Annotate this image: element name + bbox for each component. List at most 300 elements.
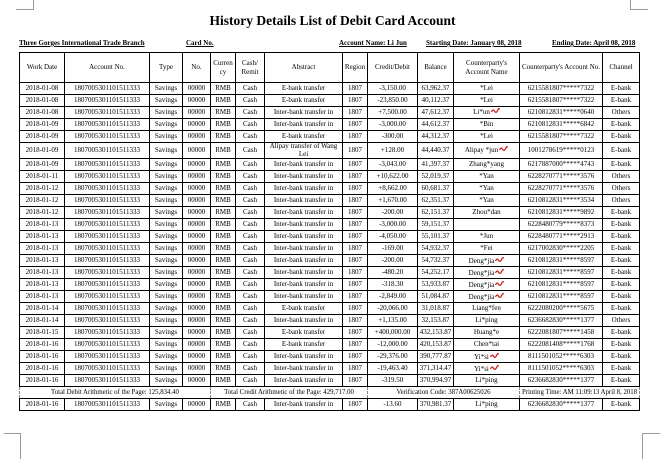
cell-currency: RMB bbox=[211, 119, 236, 131]
counterparty-name-text: *Yan bbox=[479, 196, 494, 205]
cell-account-no: 1807005301101511333 bbox=[65, 327, 150, 339]
column-header-counterparty-account: Counterparty's Account No. bbox=[520, 53, 603, 83]
cell-channel: E-bank bbox=[603, 375, 640, 387]
cell-account-no: 1807005301101511333 bbox=[65, 315, 150, 327]
cell-currency: RMB bbox=[211, 291, 236, 303]
cell-region: 1807 bbox=[343, 291, 368, 303]
cell-account-no: 1807005301101511333 bbox=[65, 143, 150, 159]
cell-credit-debit: -200.00 bbox=[368, 207, 418, 219]
cell-type: Savings bbox=[150, 207, 183, 219]
cell-abstract: E-bank transfer bbox=[265, 327, 343, 339]
transaction-row bbox=[20, 195, 640, 207]
cell-credit-debit: -3,150.00 bbox=[368, 83, 418, 95]
cell-type: Savings bbox=[150, 399, 183, 411]
cell-channel: E-bank bbox=[603, 159, 640, 171]
transaction-row bbox=[20, 95, 640, 107]
statement-info-line bbox=[0, 39, 665, 50]
cell-counterparty-account: 6210812831*****3534 bbox=[520, 195, 603, 207]
cell-balance: 40,112.37 bbox=[418, 95, 454, 107]
cell-counterparty-name bbox=[454, 399, 520, 411]
transaction-row bbox=[20, 375, 640, 387]
counterparty-name-text: Zhang*yang bbox=[469, 160, 504, 169]
cell-counterparty-name bbox=[454, 183, 520, 195]
cell-work-date: 2018-01-14 bbox=[20, 303, 65, 315]
cell-abstract: Inter-bank transfer in bbox=[265, 219, 343, 231]
counterparty-name-text: Deng*jia bbox=[468, 292, 495, 301]
transaction-row bbox=[20, 267, 640, 279]
printing-time: Printing Time: AM 11:09:13 April 8, 2018 bbox=[520, 387, 640, 399]
total-debit: Total Debit Arithmetic of the Page: 125,834.40 bbox=[20, 387, 211, 399]
cell-counterparty-name bbox=[454, 351, 520, 363]
cell-type: Savings bbox=[150, 375, 183, 387]
cell-credit-debit: -13.60 bbox=[368, 399, 418, 411]
cell-counterparty-name bbox=[454, 207, 520, 219]
cell-channel: Others bbox=[603, 195, 640, 207]
cell-work-date: 2018-01-16 bbox=[20, 339, 65, 351]
cell-balance: 55,101.37 bbox=[418, 231, 454, 243]
cell-counterparty-name bbox=[454, 243, 520, 255]
cell-work-date: 2018-01-13 bbox=[20, 267, 65, 279]
counterparty-name-text: *Lei bbox=[480, 131, 493, 140]
column-header-credit-debit: Credit/Debit bbox=[368, 53, 418, 83]
counterparty-name-text: Alipay *jun bbox=[464, 146, 499, 155]
column-header-region: Region bbox=[343, 53, 368, 83]
header-row bbox=[20, 53, 640, 83]
cell-currency: RMB bbox=[211, 351, 236, 363]
cell-no: 00000 bbox=[183, 95, 211, 107]
cell-cash-remit: Cash bbox=[236, 195, 265, 207]
cell-cash-remit: Cash bbox=[236, 255, 265, 267]
cell-cash-remit: Cash bbox=[236, 219, 265, 231]
cell-abstract: Inter-bank transfer in bbox=[265, 107, 343, 119]
cell-work-date: 2018-01-12 bbox=[20, 207, 65, 219]
cell-region: 1807 bbox=[343, 339, 368, 351]
cell-currency: RMB bbox=[211, 171, 236, 183]
cell-counterparty-account: 6210812831*****8597 bbox=[520, 291, 603, 303]
cell-credit-debit: +128.00 bbox=[368, 143, 418, 159]
cell-balance: 32,153.87 bbox=[418, 315, 454, 327]
cell-counterparty-account: 6222080200*****5675 bbox=[520, 303, 603, 315]
cell-counterparty-account: 6210812831*****8597 bbox=[520, 255, 603, 267]
cell-region: 1807 bbox=[343, 183, 368, 195]
transaction-row bbox=[20, 107, 640, 119]
cell-channel: E-bank bbox=[603, 231, 640, 243]
cell-region: 1807 bbox=[343, 171, 368, 183]
cell-type: Savings bbox=[150, 291, 183, 303]
transaction-row bbox=[20, 159, 640, 171]
crop-mark-top-right-v bbox=[630, 0, 631, 10]
cell-cash-remit: Cash bbox=[236, 279, 265, 291]
cell-currency: RMB bbox=[211, 327, 236, 339]
column-header-account-no: Account No. bbox=[65, 53, 150, 83]
cell-balance: 390,777.87 bbox=[418, 351, 454, 363]
cell-currency: RMB bbox=[211, 279, 236, 291]
cell-counterparty-name bbox=[454, 131, 520, 143]
cell-work-date: 2018-01-15 bbox=[20, 327, 65, 339]
cell-counterparty-account: 6210812831*****6842 bbox=[520, 119, 603, 131]
cell-counterparty-account: 6210812831*****8597 bbox=[520, 267, 603, 279]
cell-abstract: E-bank transfer bbox=[265, 83, 343, 95]
cell-abstract: Inter-bank transfer in bbox=[265, 363, 343, 375]
column-header-abstract: Abstract bbox=[265, 53, 343, 83]
cell-no: 00000 bbox=[183, 207, 211, 219]
transaction-row bbox=[20, 243, 640, 255]
cell-work-date: 2018-01-08 bbox=[20, 83, 65, 95]
cell-counterparty-name bbox=[454, 363, 520, 375]
counterparty-name-text: Li*ping bbox=[475, 400, 498, 409]
cell-account-no: 1807005301101511333 bbox=[65, 267, 150, 279]
cell-work-date: 2018-01-08 bbox=[20, 107, 65, 119]
column-header-type: Type bbox=[150, 53, 183, 83]
counterparty-name-text: Chen*tai bbox=[473, 340, 500, 349]
red-pen-mark-icon bbox=[495, 269, 504, 278]
cell-balance: 54,252.17 bbox=[418, 267, 454, 279]
verification-code: Verification Code: 387A00625026 bbox=[368, 387, 520, 399]
cell-region: 1807 bbox=[343, 375, 368, 387]
cell-abstract: Inter-bank transfer in bbox=[265, 159, 343, 171]
cell-no: 00000 bbox=[183, 131, 211, 143]
cell-credit-debit: +1,670.00 bbox=[368, 195, 418, 207]
cell-counterparty-name bbox=[454, 327, 520, 339]
cell-abstract: Inter-bank transfer in bbox=[265, 279, 343, 291]
cell-account-no: 1807005301101511333 bbox=[65, 363, 150, 375]
cell-currency: RMB bbox=[211, 231, 236, 243]
cell-channel: E-bank bbox=[603, 399, 640, 411]
cell-counterparty-name bbox=[454, 267, 520, 279]
cell-type: Savings bbox=[150, 267, 183, 279]
cell-balance: 41,397.37 bbox=[418, 159, 454, 171]
cell-channel: Others bbox=[603, 315, 640, 327]
column-header-counterparty-name: Counterparty's Account Name bbox=[454, 53, 520, 83]
crop-mark-bottom-right-v bbox=[642, 433, 643, 459]
cell-counterparty-account: 6222081807*****1458 bbox=[520, 327, 603, 339]
cell-channel: E-bank bbox=[603, 279, 640, 291]
counterparty-name-text: Deng*jia bbox=[468, 268, 495, 277]
cell-currency: RMB bbox=[211, 95, 236, 107]
cell-abstract: Inter-bank transfer in bbox=[265, 207, 343, 219]
cell-credit-debit: +10,622.00 bbox=[368, 171, 418, 183]
cell-balance: 54,732.37 bbox=[418, 255, 454, 267]
cell-counterparty-account: 6215581807*****7322 bbox=[520, 131, 603, 143]
cell-counterparty-name bbox=[454, 291, 520, 303]
cell-balance: 47,612.37 bbox=[418, 107, 454, 119]
cell-channel: E-bank bbox=[603, 219, 640, 231]
cell-type: Savings bbox=[150, 243, 183, 255]
transaction-row bbox=[20, 183, 640, 195]
cell-type: Savings bbox=[150, 231, 183, 243]
cell-cash-remit: Cash bbox=[236, 363, 265, 375]
cell-counterparty-account: 8111501052*****6303 bbox=[520, 363, 603, 375]
cell-credit-debit: -480.20 bbox=[368, 267, 418, 279]
cell-type: Savings bbox=[150, 363, 183, 375]
cell-counterparty-account: 6228480771*****2913 bbox=[520, 231, 603, 243]
cell-cash-remit: Cash bbox=[236, 303, 265, 315]
cell-account-no: 1807005301101511333 bbox=[65, 279, 150, 291]
cell-no: 00000 bbox=[183, 351, 211, 363]
counterparty-name-text: *Bin bbox=[479, 119, 494, 128]
cell-currency: RMB bbox=[211, 339, 236, 351]
cell-cash-remit: Cash bbox=[236, 107, 265, 119]
cell-work-date: 2018-01-12 bbox=[20, 195, 65, 207]
cell-channel: E-bank bbox=[603, 131, 640, 143]
transaction-row bbox=[20, 399, 640, 411]
cell-credit-debit: -23,850.00 bbox=[368, 95, 418, 107]
cell-account-no: 1807005301101511333 bbox=[65, 83, 150, 95]
cell-region: 1807 bbox=[343, 159, 368, 171]
cell-account-no: 1807005301101511333 bbox=[65, 351, 150, 363]
cell-counterparty-name bbox=[454, 143, 520, 159]
cell-work-date: 2018-01-09 bbox=[20, 159, 65, 171]
cell-counterparty-account: 8111501052*****6303 bbox=[520, 351, 603, 363]
counterparty-name-text: Li*un bbox=[473, 108, 490, 117]
cell-type: Savings bbox=[150, 303, 183, 315]
transaction-row bbox=[20, 231, 640, 243]
cell-work-date: 2018-01-09 bbox=[20, 131, 65, 143]
cell-balance: 44,312.37 bbox=[418, 131, 454, 143]
cell-channel: E-bank bbox=[603, 143, 640, 159]
cell-counterparty-account: 6228270771*****3576 bbox=[520, 183, 603, 195]
cell-counterparty-name bbox=[454, 195, 520, 207]
cell-type: Savings bbox=[150, 327, 183, 339]
cell-no: 00000 bbox=[183, 363, 211, 375]
cell-account-no: 1807005301101511333 bbox=[65, 339, 150, 351]
cell-credit-debit: -200.00 bbox=[368, 255, 418, 267]
cell-counterparty-account: 6228480779*****8373 bbox=[520, 219, 603, 231]
cell-region: 1807 bbox=[343, 351, 368, 363]
cell-region: 1807 bbox=[343, 327, 368, 339]
cell-counterparty-name bbox=[454, 279, 520, 291]
transaction-row bbox=[20, 83, 640, 95]
cell-channel: Others bbox=[603, 183, 640, 195]
cell-currency: RMB bbox=[211, 315, 236, 327]
transaction-row bbox=[20, 131, 640, 143]
cell-account-no: 1807005301101511333 bbox=[65, 131, 150, 143]
cell-cash-remit: Cash bbox=[236, 231, 265, 243]
total-credit: Total Credit Arithmetic of the Page: 429,717.00 bbox=[211, 387, 368, 399]
cell-channel: E-bank bbox=[603, 207, 640, 219]
cell-work-date: 2018-01-13 bbox=[20, 255, 65, 267]
cell-type: Savings bbox=[150, 219, 183, 231]
cell-counterparty-name bbox=[454, 231, 520, 243]
cell-account-no: 1807005301101511333 bbox=[65, 119, 150, 131]
cell-abstract: Inter-bank transfer in bbox=[265, 231, 343, 243]
cell-abstract: E-bank transfer bbox=[265, 131, 343, 143]
cell-balance: 44,440.37 bbox=[418, 143, 454, 159]
cell-credit-debit: +8,662.00 bbox=[368, 183, 418, 195]
cell-region: 1807 bbox=[343, 255, 368, 267]
cell-abstract: Inter-bank transfer in bbox=[265, 291, 343, 303]
cell-abstract: Inter-bank transfer in bbox=[265, 255, 343, 267]
cell-region: 1807 bbox=[343, 195, 368, 207]
cell-abstract: Inter-bank transfer in bbox=[265, 171, 343, 183]
cell-type: Savings bbox=[150, 159, 183, 171]
cell-cash-remit: Cash bbox=[236, 119, 265, 131]
transaction-row bbox=[20, 171, 640, 183]
cell-type: Savings bbox=[150, 195, 183, 207]
counterparty-name-text: Yi*si bbox=[474, 364, 489, 373]
branch-name: Three Gorges International Trade Branch bbox=[19, 39, 145, 47]
cell-counterparty-account: 6210812831*****8597 bbox=[520, 279, 603, 291]
cell-type: Savings bbox=[150, 339, 183, 351]
cell-currency: RMB bbox=[211, 219, 236, 231]
transaction-row bbox=[20, 339, 640, 351]
cell-counterparty-name bbox=[454, 107, 520, 119]
cell-no: 00000 bbox=[183, 107, 211, 119]
cell-no: 00000 bbox=[183, 183, 211, 195]
cell-account-no: 1807005301101511333 bbox=[65, 399, 150, 411]
cell-balance: 60,681.37 bbox=[418, 183, 454, 195]
cell-balance: 370,994.97 bbox=[418, 375, 454, 387]
cell-currency: RMB bbox=[211, 107, 236, 119]
cell-abstract: E-bank transfer bbox=[265, 303, 343, 315]
cell-cash-remit: Cash bbox=[236, 399, 265, 411]
cell-channel: E-bank bbox=[603, 243, 640, 255]
cell-work-date: 2018-01-13 bbox=[20, 231, 65, 243]
cell-region: 1807 bbox=[343, 119, 368, 131]
counterparty-name-text: *Jun bbox=[479, 232, 494, 241]
cell-no: 00000 bbox=[183, 291, 211, 303]
cell-abstract: Inter-bank transfer in bbox=[265, 315, 343, 327]
cell-balance: 62,151.37 bbox=[418, 207, 454, 219]
cell-credit-debit: -3,000.00 bbox=[368, 119, 418, 131]
cell-region: 1807 bbox=[343, 83, 368, 95]
cell-region: 1807 bbox=[343, 143, 368, 159]
cell-no: 00000 bbox=[183, 231, 211, 243]
cell-region: 1807 bbox=[343, 95, 368, 107]
crop-mark-top-right-h bbox=[630, 9, 648, 10]
cell-credit-debit: -300.00 bbox=[368, 131, 418, 143]
cell-account-no: 1807005301101511333 bbox=[65, 159, 150, 171]
cell-cash-remit: Cash bbox=[236, 243, 265, 255]
counterparty-name-text: Li*ping bbox=[475, 376, 498, 385]
cell-currency: RMB bbox=[211, 255, 236, 267]
cell-balance: 51,084.87 bbox=[418, 291, 454, 303]
cell-counterparty-account: 6222081408*****1768 bbox=[520, 339, 603, 351]
cell-abstract: E-bank transfer bbox=[265, 339, 343, 351]
cell-cash-remit: Cash bbox=[236, 143, 265, 159]
cell-account-no: 1807005301101511333 bbox=[65, 95, 150, 107]
cell-account-no: 1807005301101511333 bbox=[65, 183, 150, 195]
cell-credit-debit: -19,463.40 bbox=[368, 363, 418, 375]
cell-currency: RMB bbox=[211, 159, 236, 171]
crop-mark-bottom-left-h bbox=[4, 433, 21, 434]
cell-abstract: Inter-bank transfer in bbox=[265, 399, 343, 411]
cell-cash-remit: Cash bbox=[236, 339, 265, 351]
cell-cash-remit: Cash bbox=[236, 171, 265, 183]
cell-cash-remit: Cash bbox=[236, 351, 265, 363]
cell-work-date: 2018-01-13 bbox=[20, 243, 65, 255]
cell-type: Savings bbox=[150, 119, 183, 131]
cell-counterparty-account: 6217887000*****4743 bbox=[520, 159, 603, 171]
cell-account-no: 1807005301101511333 bbox=[65, 231, 150, 243]
cell-type: Savings bbox=[150, 171, 183, 183]
cell-abstract: Inter-bank transfer in bbox=[265, 119, 343, 131]
column-header-balance: Balance bbox=[418, 53, 454, 83]
cell-work-date: 2018-01-14 bbox=[20, 315, 65, 327]
cell-region: 1807 bbox=[343, 207, 368, 219]
starting-date: Starting Date: January 08, 2018 bbox=[426, 39, 522, 47]
cell-channel: E-bank bbox=[603, 303, 640, 315]
card-no-label: Card No. bbox=[186, 39, 214, 47]
cell-cash-remit: Cash bbox=[236, 95, 265, 107]
cell-counterparty-name bbox=[454, 159, 520, 171]
cell-balance: 371,314.47 bbox=[418, 363, 454, 375]
counterparty-name-text: *Yan bbox=[479, 184, 494, 193]
cell-balance: 420,153.87 bbox=[418, 339, 454, 351]
ending-date: Ending Date: April 08, 2018 bbox=[552, 39, 636, 47]
cell-no: 00000 bbox=[183, 243, 211, 255]
red-pen-mark-icon bbox=[490, 365, 499, 374]
cell-counterparty-name bbox=[454, 375, 520, 387]
column-header-no: No. bbox=[183, 53, 211, 83]
crop-mark-bottom-left-v bbox=[20, 433, 21, 459]
cell-account-no: 1807005301101511333 bbox=[65, 303, 150, 315]
cell-region: 1807 bbox=[343, 363, 368, 375]
cell-channel: E-bank bbox=[603, 255, 640, 267]
cell-abstract: Inter-bank transfer in bbox=[265, 351, 343, 363]
cell-cash-remit: Cash bbox=[236, 131, 265, 143]
crop-mark-top-left-h bbox=[16, 9, 34, 10]
cell-work-date: 2018-01-16 bbox=[20, 375, 65, 387]
transaction-row bbox=[20, 327, 640, 339]
cell-cash-remit: Cash bbox=[236, 159, 265, 171]
cell-type: Savings bbox=[150, 255, 183, 267]
cell-no: 00000 bbox=[183, 119, 211, 131]
cell-counterparty-account: 6210812831*****9892 bbox=[520, 207, 603, 219]
cell-counterparty-account: 1001278619*****0123 bbox=[520, 143, 603, 159]
cell-counterparty-account: 6215581807*****7322 bbox=[520, 95, 603, 107]
cell-no: 00000 bbox=[183, 195, 211, 207]
cell-counterparty-account: 6215581807*****7322 bbox=[520, 83, 603, 95]
counterparty-name-text: Li*ping bbox=[475, 316, 498, 325]
cell-cash-remit: Cash bbox=[236, 83, 265, 95]
counterparty-name-text: *Fei bbox=[480, 244, 493, 253]
cell-balance: 54,932.37 bbox=[418, 243, 454, 255]
cell-counterparty-name bbox=[454, 315, 520, 327]
cell-channel: E-bank bbox=[603, 351, 640, 363]
cell-abstract: Alipay transfer of Wang Lei bbox=[265, 143, 343, 159]
cell-balance: 53,933.87 bbox=[418, 279, 454, 291]
counterparty-name-text: Deng*jia bbox=[468, 280, 495, 289]
table-body bbox=[20, 83, 640, 411]
cell-channel: E-bank bbox=[603, 267, 640, 279]
cell-currency: RMB bbox=[211, 183, 236, 195]
cell-type: Savings bbox=[150, 279, 183, 291]
cell-region: 1807 bbox=[343, 219, 368, 231]
cell-account-no: 1807005301101511333 bbox=[65, 291, 150, 303]
red-pen-mark-icon bbox=[495, 257, 504, 266]
cell-region: 1807 bbox=[343, 267, 368, 279]
cell-no: 00000 bbox=[183, 303, 211, 315]
cell-credit-debit: -3,043.00 bbox=[368, 159, 418, 171]
cell-counterparty-account: 6217002830*****2205 bbox=[520, 243, 603, 255]
cell-no: 00000 bbox=[183, 315, 211, 327]
cell-work-date: 2018-01-08 bbox=[20, 95, 65, 107]
cell-counterparty-name bbox=[454, 119, 520, 131]
cell-currency: RMB bbox=[211, 267, 236, 279]
cell-type: Savings bbox=[150, 83, 183, 95]
cell-credit-debit: -318.30 bbox=[368, 279, 418, 291]
cell-cash-remit: Cash bbox=[236, 375, 265, 387]
cell-counterparty-name bbox=[454, 171, 520, 183]
cell-balance: 52,019.37 bbox=[418, 171, 454, 183]
cell-cash-remit: Cash bbox=[236, 315, 265, 327]
column-header-cash-remit: Cash/ Remit bbox=[236, 53, 265, 83]
cell-credit-debit: -3,000.00 bbox=[368, 219, 418, 231]
cell-currency: RMB bbox=[211, 243, 236, 255]
cell-no: 00000 bbox=[183, 171, 211, 183]
cell-channel: E-bank bbox=[603, 339, 640, 351]
